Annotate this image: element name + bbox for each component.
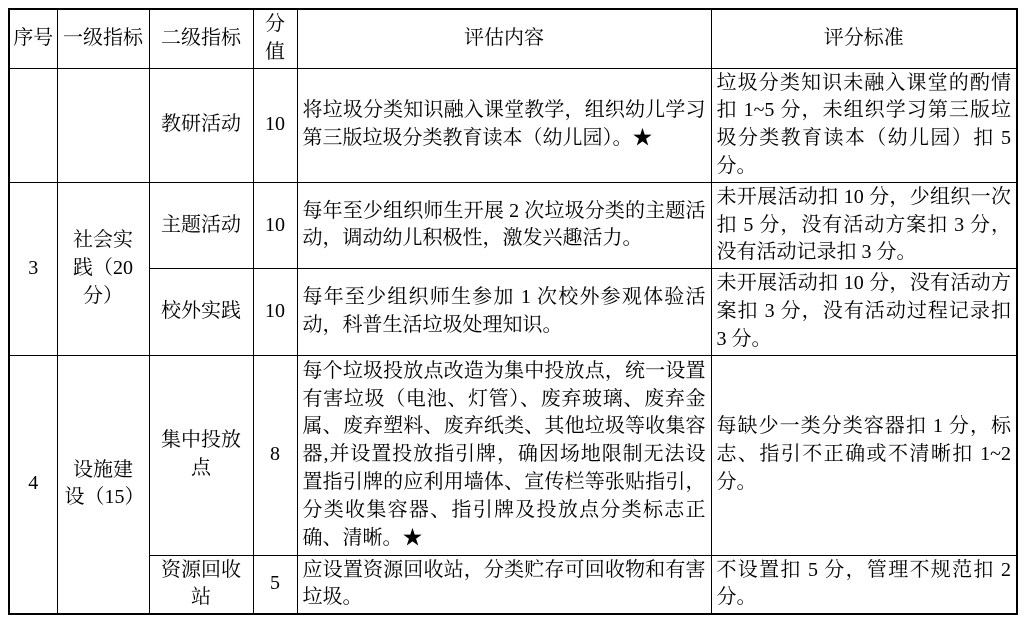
header-level1: 一级指标: [57, 9, 149, 68]
header-standard: 评分标准: [711, 9, 1017, 68]
table-row: [9, 269, 1017, 355]
score-cell: 10: [253, 68, 297, 182]
score-cell: 5: [253, 555, 297, 614]
standard-cell: 垃圾分类知识未融入课堂的酌情扣 1~5 分，未组织学习第三版垃圾分类教育读本（幼儿园）扣 5 分。: [711, 68, 1017, 182]
table-row: [9, 68, 1017, 182]
serial-cell: [9, 68, 57, 182]
level1-cell: [57, 68, 149, 182]
level2-cell: 主题活动: [149, 182, 253, 268]
header-score: 分值: [253, 9, 297, 68]
header-serial: 序号: [9, 9, 57, 68]
score-cell: 10: [253, 269, 297, 355]
header-level2: 二级指标: [149, 9, 253, 68]
content-cell: 每个垃圾投放点改造为集中投放点，统一设置有害垃圾（电池、灯管）、废弃玻璃、废弃金属、废弃塑料、废弃纸类、其他垃圾等收集容器,并设置投放指引牌，确因场地限制无法设置指引牌的应利用墙体、宣传栏等张贴指引，分类收集容器、指引牌及投放点分类标志正确、清晰。★: [297, 355, 711, 555]
standard-cell: 未开展活动扣 10 分，没有活动方案扣 3 分，没有活动过程记录扣 3 分。: [711, 269, 1017, 355]
standard-cell: 不设置扣 5 分，管理不规范扣 2 分。: [711, 555, 1017, 614]
content-cell: 应设置资源回收站，分类贮存可回收物和有害垃圾。: [297, 555, 711, 614]
serial-cell: 3: [9, 182, 57, 355]
standard-cell: 未开展活动扣 10 分，少组织一次扣 5 分，没有活动方案扣 3 分，没有活动记录扣 3 分。: [711, 182, 1017, 268]
table-row: [9, 355, 1017, 555]
content-cell: 每年至少组织师生参加 1 次校外参观体验活动，科普生活垃圾处理知识。: [297, 269, 711, 355]
content-cell: 每年至少组织师生开展 2 次垃圾分类的主题活动，调动幼儿积极性，激发兴趣活力。: [297, 182, 711, 268]
content-cell: 将垃圾分类知识融入课堂教学，组织幼儿学习第三版垃圾分类教育读本（幼儿园）。★: [297, 68, 711, 182]
score-cell: 10: [253, 182, 297, 268]
level2-cell: 校外实践: [149, 269, 253, 355]
table-row: [9, 182, 1017, 268]
header-content: 评估内容: [297, 9, 711, 68]
level2-cell: 教研活动: [149, 68, 253, 182]
level1-cell: 设施建设（15）: [57, 355, 149, 614]
standard-cell: 每缺少一类分类容器扣 1 分，标志、指引不正确或不清晰扣 1~2 分。: [711, 355, 1017, 555]
evaluation-table: [8, 8, 1018, 615]
level2-cell: 资源回收站: [149, 555, 253, 614]
serial-cell: 4: [9, 355, 57, 614]
level1-cell: 社会实践（20分）: [57, 182, 149, 355]
table-row: [9, 555, 1017, 614]
level2-cell: 集中投放点: [149, 355, 253, 555]
header-row: [9, 9, 1017, 68]
score-cell: 8: [253, 355, 297, 555]
